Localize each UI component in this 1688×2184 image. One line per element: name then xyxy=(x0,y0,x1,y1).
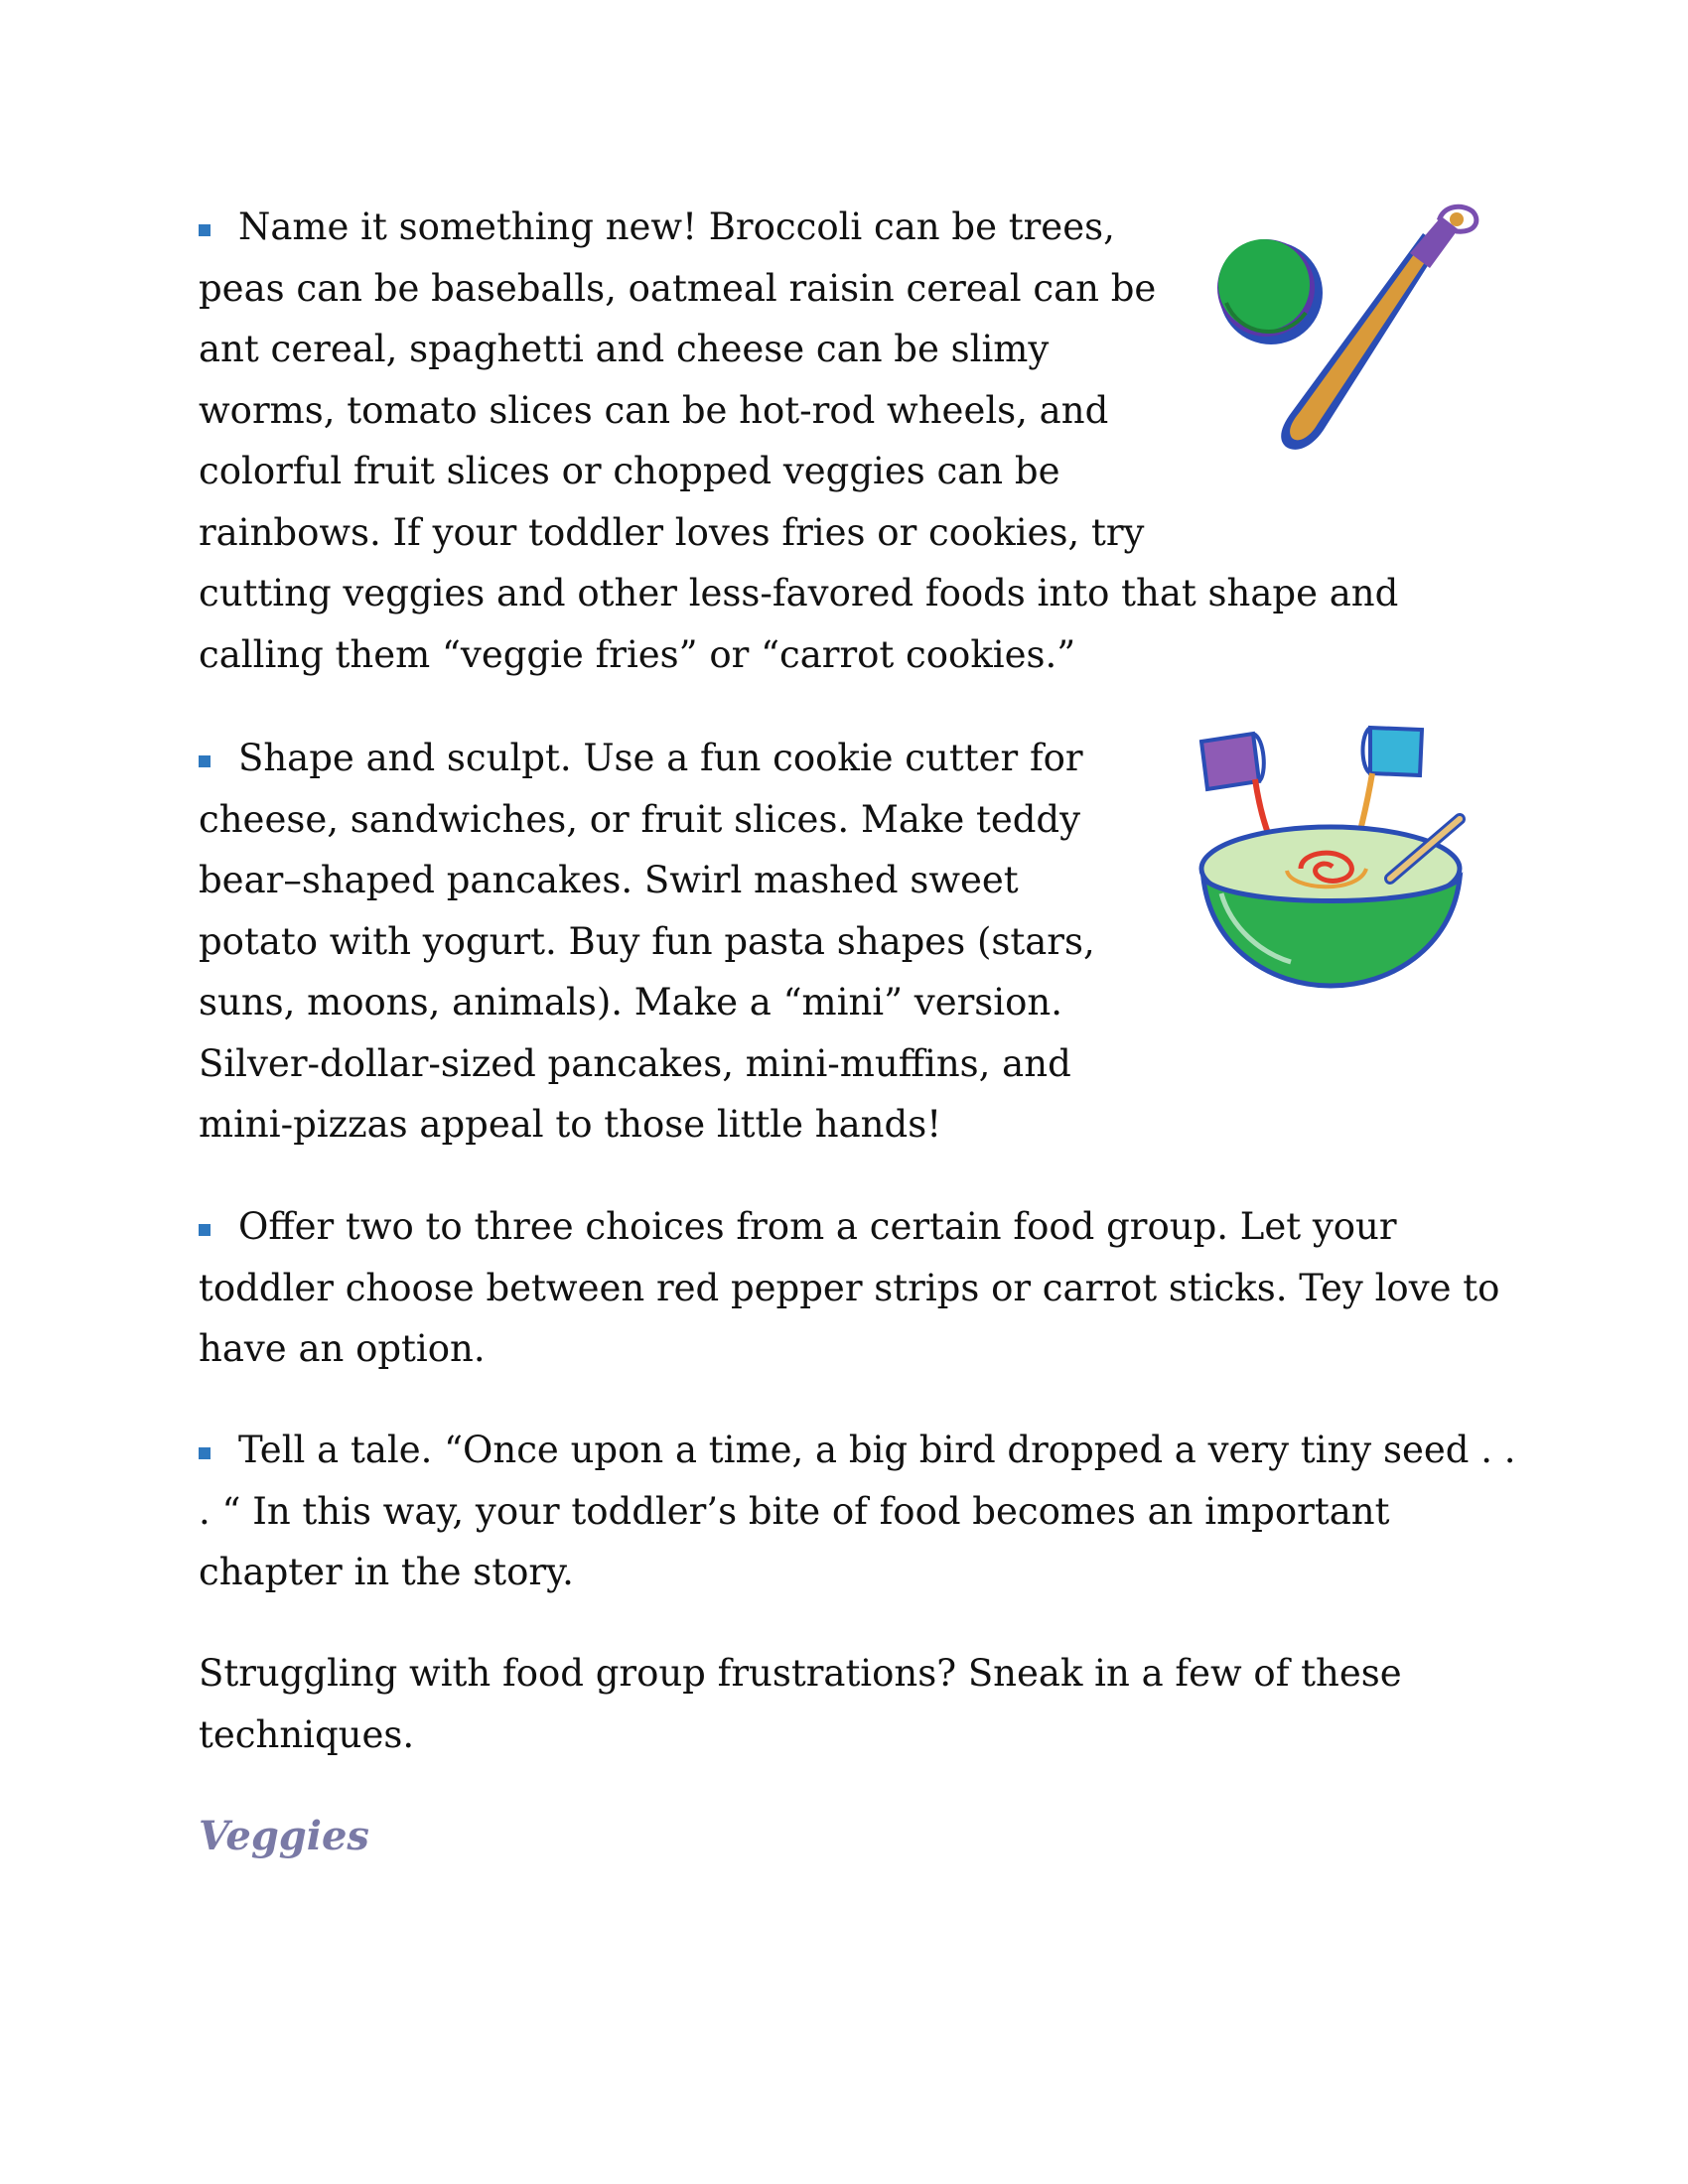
line xyxy=(199,1196,1499,1258)
line: mini-pizzas appeal to those little hands! xyxy=(199,1103,942,1146)
line: worms, tomato slices can be hot-rod wheels, and xyxy=(199,388,1109,432)
line xyxy=(199,1420,1515,1481)
line: cheese, sandwiches, or fruit slices. Make teddy xyxy=(199,797,1081,841)
line: ant cereal, spaghetti and cheese can be slimy xyxy=(199,328,1050,370)
line-text: Offer two to three choices from a certain food group. Let your xyxy=(238,1205,1397,1248)
line: suns, moons, animals). Make a “mini” version. xyxy=(199,981,1062,1024)
line: Struggling with food group frustrations? Sneak in a few of these xyxy=(199,1652,1402,1695)
line: potato with yogurt. Buy fun pasta shapes (stars, xyxy=(199,919,1095,963)
line: bear–shaped pancakes. Swirl mashed sweet xyxy=(199,859,1019,901)
mixing-bowl-icon xyxy=(1192,720,1489,998)
line: toddler choose between red pepper strips or carrot sticks. Tey love to xyxy=(199,1266,1500,1309)
section-heading-veggies: Veggies xyxy=(199,1813,369,1859)
line: have an option. xyxy=(199,1327,486,1370)
line-text: Name it something new! Broccoli can be trees, xyxy=(238,205,1115,248)
bullet-icon xyxy=(199,755,211,767)
tip-shape-and-sculpt xyxy=(199,728,1095,1156)
line: peas can be baseballs, oatmeal raisin cereal can be xyxy=(199,266,1157,310)
intro-paragraph xyxy=(199,1643,1402,1765)
baseball-bat-icon xyxy=(1196,194,1494,462)
line xyxy=(199,728,1095,789)
bullet-icon xyxy=(199,1224,211,1236)
bullet-icon xyxy=(199,1447,211,1459)
line: colorful fruit slices or chopped veggies can be xyxy=(199,450,1060,492)
tip-tell-a-tale xyxy=(199,1420,1515,1603)
line-text: Tell a tale. “Once upon a time, a big bird dropped a very tiny seed . . xyxy=(238,1429,1516,1471)
line: chapter in the story. xyxy=(199,1551,574,1593)
line: . “ In this way, your toddler’s bite of food becomes an important xyxy=(199,1489,1390,1533)
line-text: Shape and sculpt. Use a fun cookie cutter for xyxy=(238,737,1083,779)
line: calling them “veggie fries” or “carrot cookies.” xyxy=(199,632,1076,676)
tip-offer-choices xyxy=(199,1196,1499,1380)
line: Silver-dollar-sized pancakes, mini-muffins, and xyxy=(199,1041,1071,1085)
bullet-icon xyxy=(199,224,211,236)
line: cutting veggies and other less-favored foods into that shape and xyxy=(199,572,1399,614)
line: rainbows. If your toddler loves fries or cookies, try xyxy=(199,510,1145,554)
line: techniques. xyxy=(199,1712,415,1756)
